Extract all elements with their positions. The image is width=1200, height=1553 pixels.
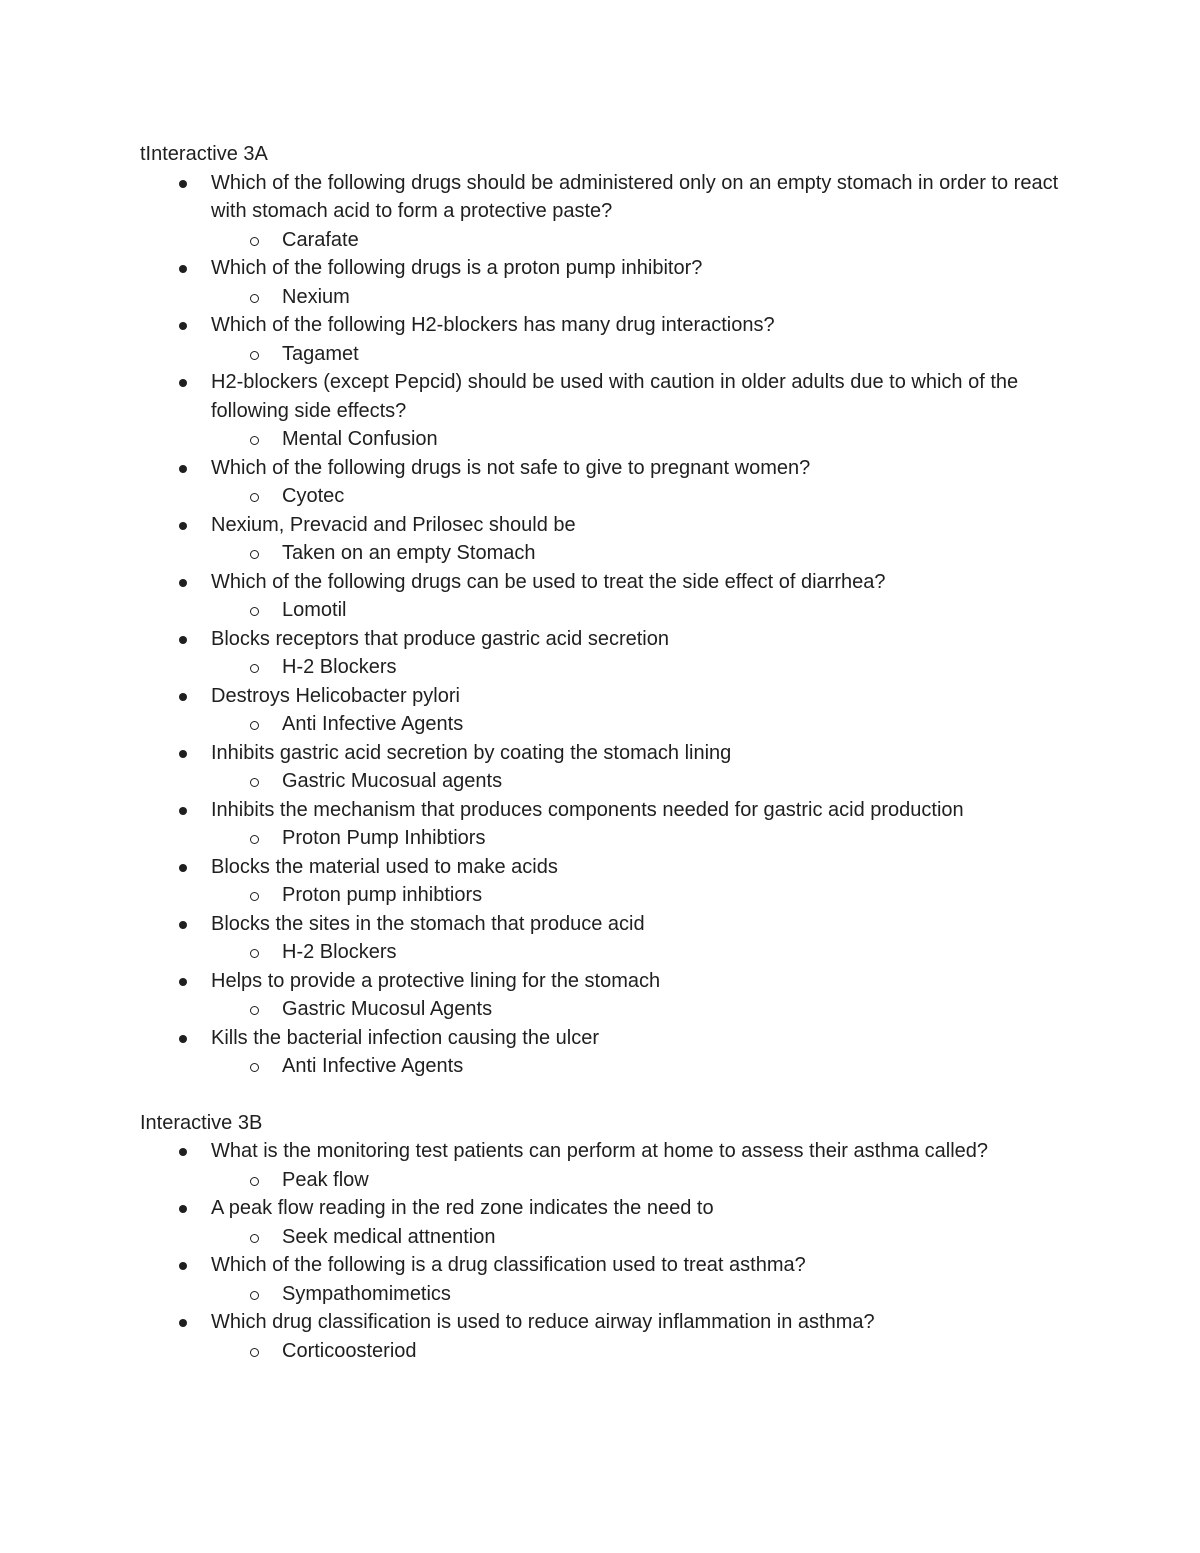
section [140,140,1060,1081]
answer-item [140,995,1060,1024]
answer-text: Proton pump inhibtiors [282,884,483,906]
question-item [140,169,1060,255]
bullet-icon [179,379,187,387]
question-text: Destroys Helicobacter pylori [211,684,460,707]
hollow-bullet-icon [250,835,259,844]
answer-text: Gastric Mucosul Agents [282,998,493,1020]
question-list [140,1137,1060,1365]
answer-text: Seek medical attnention [282,1225,496,1248]
answer-item [140,1280,1060,1309]
bullet-icon [179,1319,187,1327]
answer-text: Anti Infective Agents [282,713,464,735]
answer-item [140,539,1060,568]
answer-text: Tagamet [282,342,359,365]
bullet-icon [179,807,187,815]
question-item [140,682,1060,739]
hollow-bullet-icon [250,550,259,559]
document-page [140,140,1060,1365]
answer-item [140,824,1060,853]
bullet-icon [179,693,187,701]
answer-item [140,710,1060,739]
answer-text: Anti Infective Agents [282,1055,464,1077]
answer-text: Sympathomimetics [282,1282,451,1305]
answer-item [140,938,1060,967]
hollow-bullet-icon [250,1177,259,1186]
question-item [140,511,1060,568]
answer-text: Carafate [282,228,359,251]
bullet-icon [179,180,187,188]
answer-item [140,425,1060,454]
answer-item [140,767,1060,796]
hollow-bullet-icon [250,237,259,246]
question-item [140,568,1060,625]
bullet-icon [179,1148,187,1156]
bullet-icon [179,1262,187,1270]
question-text: Nexium, Prevacid and Prilosec should be [211,513,576,536]
question-list [140,169,1060,1081]
question-item [140,625,1060,682]
hollow-bullet-icon [250,351,259,360]
bullet-icon [179,864,187,872]
question-text: Inhibits gastric acid secretion by coating the stomach lining [211,741,732,764]
answer-text: Mental Confusion [282,428,438,450]
question-text: Kills the bacterial infection causing the ulcer [211,1026,599,1049]
answer-item [140,226,1060,255]
answer-item [140,1052,1060,1081]
hollow-bullet-icon [250,294,259,303]
question-item [140,967,1060,1024]
answer-text: Gastric Mucosual agents [282,770,503,792]
answer-item [140,1337,1060,1366]
question-item [140,1024,1060,1081]
bullet-icon [179,978,187,986]
hollow-bullet-icon [250,493,259,502]
hollow-bullet-icon [250,664,259,673]
question-item [140,853,1060,910]
question-text: A peak flow reading in the red zone indicates the need to [211,1197,714,1219]
question-text: Blocks receptors that produce gastric acid secretion [211,627,669,650]
answer-item [140,340,1060,369]
bullet-icon [179,322,187,330]
question-item [140,254,1060,311]
section [140,1109,1060,1366]
bullet-icon [179,265,187,273]
question-text: What is the monitoring test patients can perform at home to assess their asthma called? [211,1140,989,1162]
question-text: Blocks the sites in the stomach that produce acid [211,912,645,935]
bullet-icon [179,1205,187,1213]
question-text: Which of the following is a drug classification used to treat asthma? [211,1254,806,1276]
question-text: Which of the following drugs can be used to treat the side effect of diarrhea? [211,570,886,593]
question-text: Blocks the material used to make acids [211,855,558,878]
question-text: Which of the following drugs should be administered only on an empty stomach in order to react with stomach acid to form a protective paste? [211,171,1059,222]
question-item [140,739,1060,796]
answer-text: Taken on an empty Stomach [282,542,536,564]
question-item [140,454,1060,511]
bullet-icon [179,465,187,473]
answer-item [140,1223,1060,1252]
section-title: tInteractive 3A [140,143,268,165]
hollow-bullet-icon [250,949,259,958]
question-item [140,910,1060,967]
hollow-bullet-icon [250,1006,259,1015]
bullet-icon [179,1035,187,1043]
answer-text: Lomotil [282,599,347,621]
hollow-bullet-icon [250,1063,259,1072]
answer-text: Cyotec [282,485,345,507]
answer-text: Nexium [282,285,350,308]
document-body [140,140,1060,1365]
question-item [140,796,1060,853]
question-item [140,1194,1060,1251]
question-item [140,368,1060,454]
hollow-bullet-icon [250,607,259,616]
answer-text: H-2 Blockers [282,941,397,963]
answer-item [140,1166,1060,1195]
question-text: Which of the following drugs is not safe to give to pregnant women? [211,456,811,479]
question-text: Helps to provide a protective lining for the stomach [211,969,661,992]
bullet-icon [179,750,187,758]
hollow-bullet-icon [250,778,259,787]
question-text: Which of the following drugs is a proton pump inhibitor? [211,257,703,279]
answer-item [140,596,1060,625]
answer-text: Peak flow [282,1168,369,1191]
question-text: H2-blockers (except Pepcid) should be used with caution in older adults due to which of the following side effects? [211,371,1019,422]
answer-item [140,283,1060,312]
answer-item [140,881,1060,910]
answer-text: H-2 Blockers [282,656,397,678]
question-text: Inhibits the mechanism that produces components needed for gastric acid production [211,798,964,821]
answer-text: Corticoosteriod [282,1339,417,1362]
hollow-bullet-icon [250,721,259,730]
bullet-icon [179,522,187,530]
question-item [140,1308,1060,1365]
answer-text: Proton Pump Inhibtiors [282,827,486,849]
bullet-icon [179,579,187,587]
hollow-bullet-icon [250,1234,259,1243]
question-text: Which drug classification is used to reduce airway inflammation in asthma? [211,1311,875,1333]
question-item [140,311,1060,368]
bullet-icon [179,921,187,929]
answer-item [140,482,1060,511]
answer-item [140,653,1060,682]
hollow-bullet-icon [250,1291,259,1300]
hollow-bullet-icon [250,436,259,445]
hollow-bullet-icon [250,1348,259,1357]
question-text: Which of the following H2-blockers has many drug interactions? [211,314,775,336]
bullet-icon [179,636,187,644]
section-title: Interactive 3B [140,1111,263,1134]
hollow-bullet-icon [250,892,259,901]
question-item [140,1251,1060,1308]
question-item [140,1137,1060,1194]
